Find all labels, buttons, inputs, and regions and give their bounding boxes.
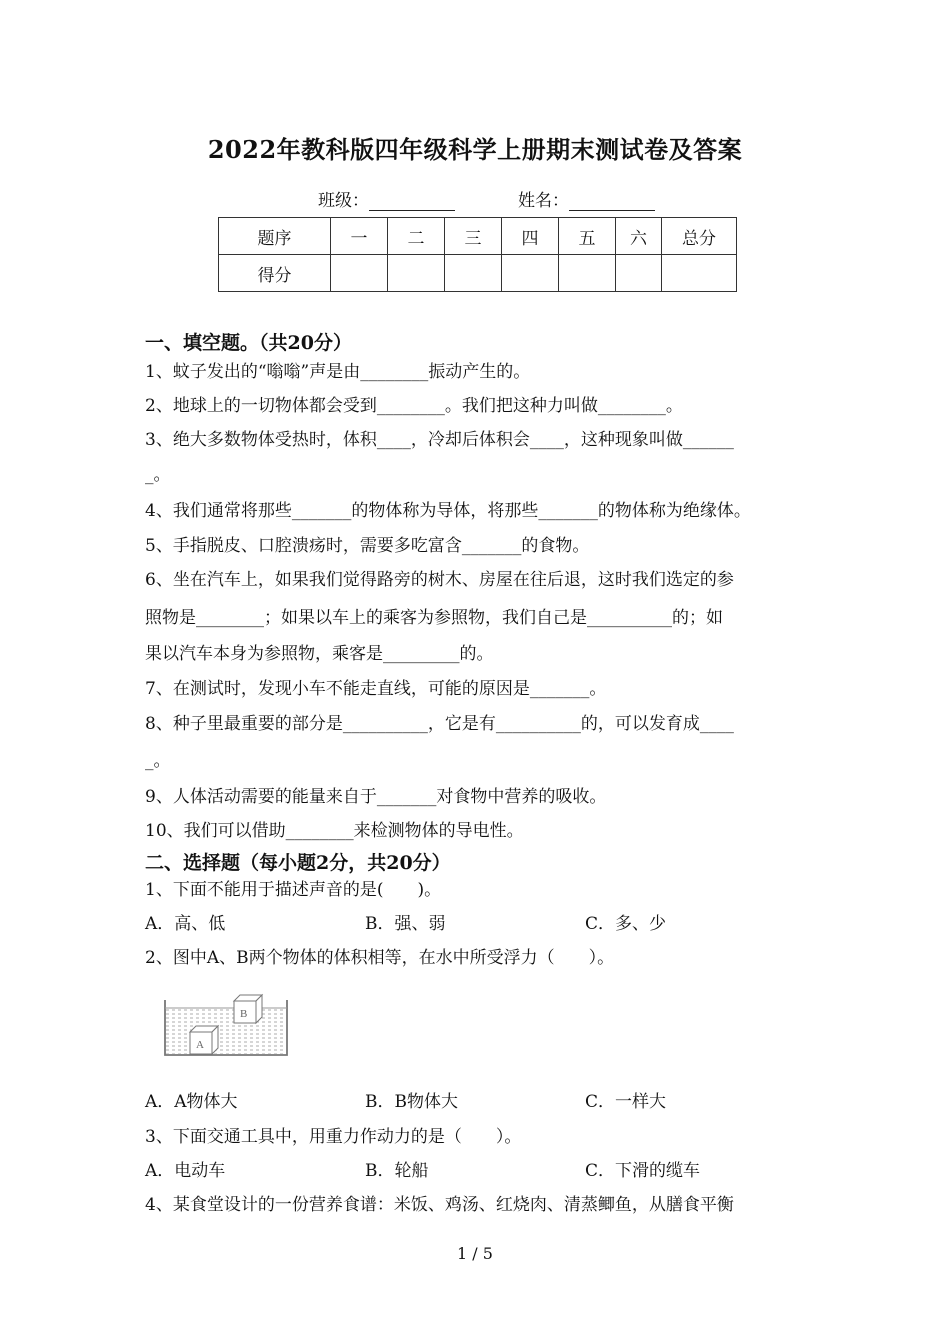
score-table-header-row [219, 218, 737, 255]
document-title: 2022年教科版四年级科学上册期末测试卷及答案 [207, 135, 743, 164]
class-blank [369, 193, 455, 211]
cube-a [190, 1026, 218, 1054]
section2-heading: 二、选择题（每小题2分，共20分） [145, 852, 451, 874]
score-row-label: 得分 [219, 255, 331, 292]
choice-question-stem: 4、某食堂设计的一份营养食谱：米饭、鸡汤、红烧肉、清蒸鲫鱼，从膳食平衡 [145, 1195, 734, 1215]
choice-option: A．A物体大 [145, 1092, 238, 1112]
name-field [518, 186, 655, 211]
choice-option: C．一样大 [585, 1092, 667, 1112]
score-cell [616, 255, 662, 292]
cube-a-label: A [196, 1039, 204, 1051]
choice-option: B．轮船 [365, 1161, 429, 1181]
choice-option: B．强、弱 [365, 914, 446, 934]
fill-question-line: 5、手指脱皮、口腔溃疡时，需要多吃富含_______的食物。 [145, 536, 590, 556]
fill-question-line: 果以汽车本身为参照物，乘客是_________的。 [145, 644, 494, 664]
score-header-cell: 五 [559, 218, 616, 255]
fill-question-line: 4、我们通常将那些_______的物体称为导体，将那些_______的物体称为绝缘体。 [145, 501, 751, 521]
score-header-cell: 题序 [219, 218, 331, 255]
page-number: 1 / 5 [457, 1244, 493, 1263]
choice-option: C．下滑的缆车 [585, 1161, 701, 1181]
score-cell [388, 255, 445, 292]
fill-question-line: 3、绝大多数物体受热时，体积____，冷却后体积会____，这种现象叫做______ [145, 430, 734, 450]
name-label: 姓名： [518, 191, 569, 211]
score-cell [559, 255, 616, 292]
score-table [218, 217, 737, 292]
choice-option: B．B物体大 [365, 1092, 458, 1112]
fill-question-line: _。 [145, 465, 171, 485]
score-header-cell: 一 [331, 218, 388, 255]
cube-b-label: B [240, 1008, 248, 1020]
fill-question-line: 6、坐在汽车上，如果我们觉得路旁的树木、房屋在往后退，这时我们选定的参 [145, 570, 734, 590]
fill-question-line: 2、地球上的一切物体都会受到________。我们把这种力叫做________。 [145, 396, 683, 416]
section1-heading: 一、填空题。（共20分） [145, 332, 352, 354]
score-cell [445, 255, 502, 292]
fill-question-line: 9、人体活动需要的能量来自于_______对食物中营养的吸收。 [145, 787, 607, 807]
class-label: 班级： [318, 191, 369, 211]
fill-question-line: 7、在测试时，发现小车不能走直线，可能的原因是_______。 [145, 679, 607, 699]
name-blank [569, 193, 655, 211]
score-header-cell: 总分 [662, 218, 737, 255]
buoyancy-figure [160, 992, 290, 1058]
score-header-cell: 二 [388, 218, 445, 255]
score-cell [502, 255, 559, 292]
choice-option: C．多、少 [585, 914, 667, 934]
fill-question-line: _。 [145, 751, 171, 771]
water-fill [166, 1008, 286, 1054]
choice-option: A．电动车 [145, 1161, 226, 1181]
choice-option: A．高、低 [145, 914, 226, 934]
fill-question-line: 10、我们可以借助________来检测物体的导电性。 [145, 821, 524, 841]
fill-question-line: 照物是________；如果以车上的乘客为参照物，我们自己是__________的；如 [145, 608, 723, 628]
fill-question-line: 1、蚊子发出的“嗡嗡”声是由________振动产生的。 [145, 362, 531, 382]
score-table-score-row [219, 255, 737, 292]
class-field [318, 186, 455, 211]
cube-b [234, 995, 262, 1023]
score-header-cell: 四 [502, 218, 559, 255]
choice-question-stem: 1、下面不能用于描述声音的是( )。 [145, 880, 442, 900]
score-cell [331, 255, 388, 292]
score-cell [662, 255, 737, 292]
choice-question-stem: 3、下面交通工具中，用重力作动力的是（ ）。 [145, 1127, 522, 1147]
score-header-cell: 三 [445, 218, 502, 255]
score-header-cell: 六 [616, 218, 662, 255]
fill-question-line: 8、种子里最重要的部分是__________，它是有__________的，可以发育成____ [145, 714, 734, 734]
choice-question-stem: 2、图中A、B两个物体的体积相等，在水中所受浮力（ ）。 [145, 948, 615, 968]
